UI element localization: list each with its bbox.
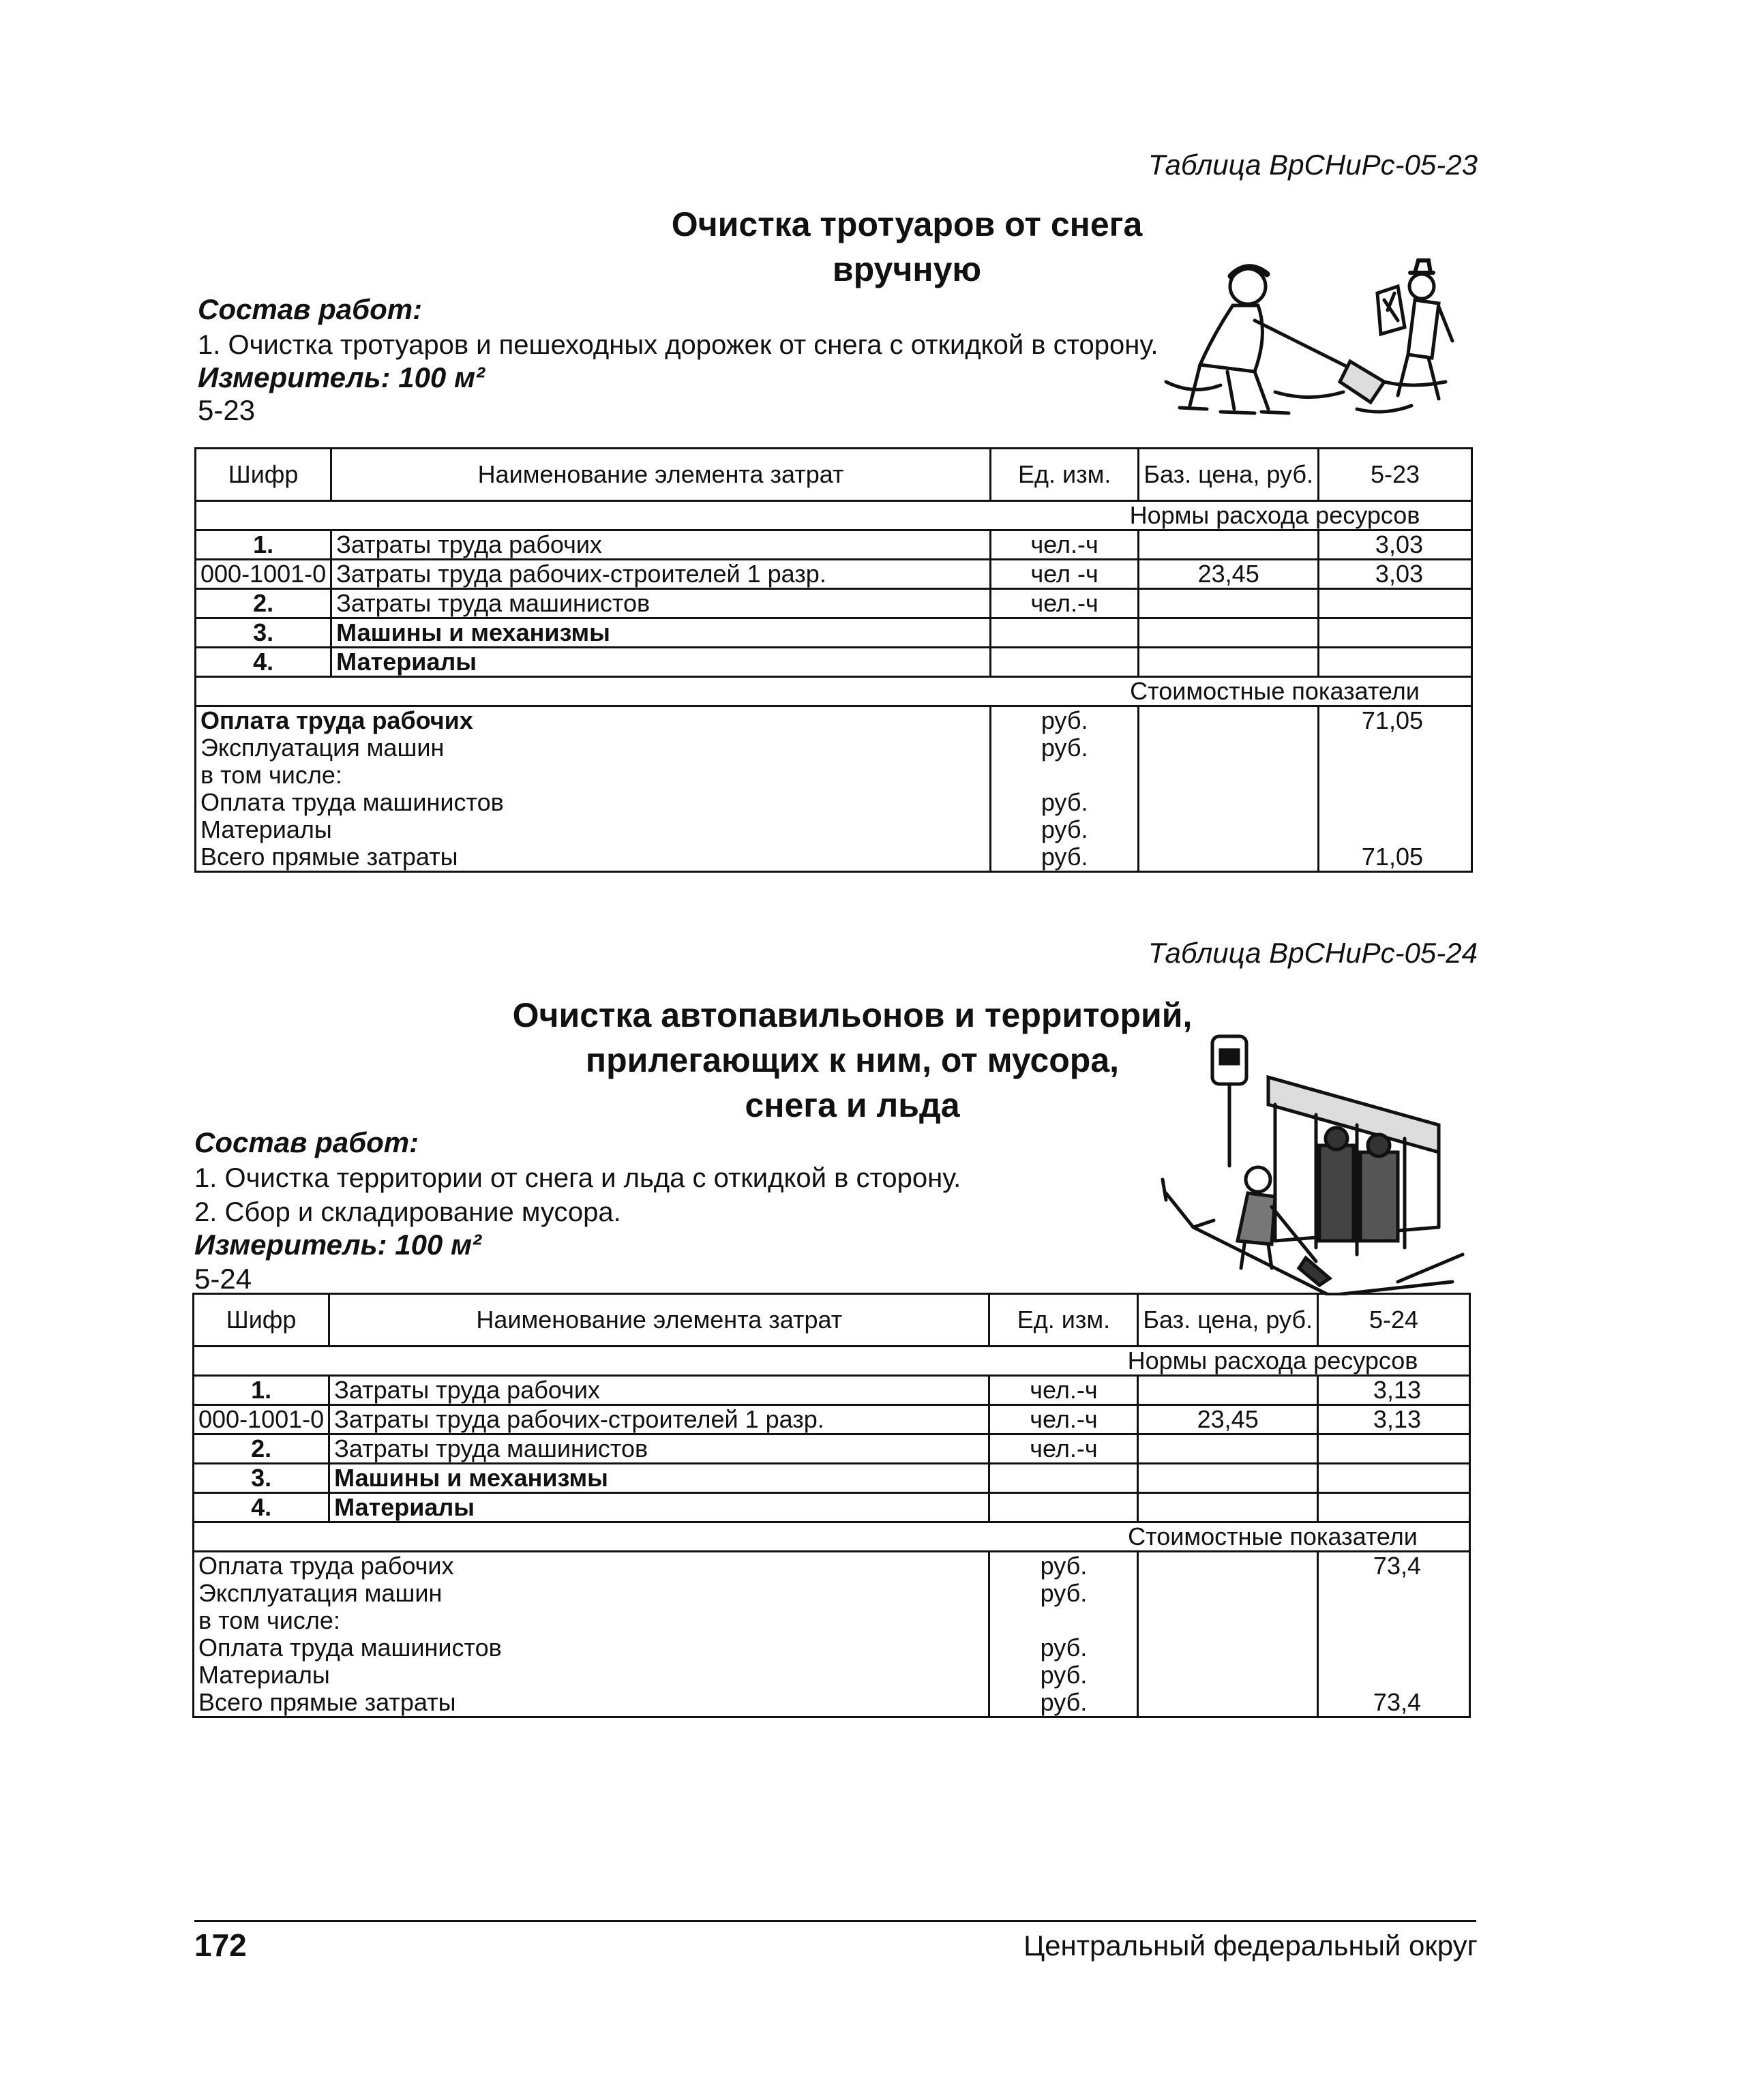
row-code: 1.: [196, 530, 331, 560]
row-name: Затраты труда рабочих: [331, 530, 991, 560]
row-name: Затраты труда рабочих-строителей 1 разр.: [331, 560, 991, 589]
header-price: Баз. цена, руб.: [1139, 449, 1319, 501]
row-name: Машины и механизмы: [329, 1464, 989, 1493]
cost-row: [194, 1607, 1470, 1634]
cost-row: [196, 762, 1472, 789]
measure-label: Измеритель: 100 м²: [194, 1229, 482, 1261]
row-unit: чел.-ч: [989, 1376, 1138, 1405]
row-unit: [990, 648, 1139, 677]
cost-price: [1139, 734, 1319, 762]
cost-price: [1139, 816, 1319, 843]
cost-name: в том числе:: [194, 1607, 989, 1634]
cost-value: [1317, 1607, 1469, 1634]
norm-code: 5-24: [194, 1263, 252, 1295]
cost-value: [1317, 1662, 1469, 1689]
cost-unit: руб.: [990, 734, 1139, 762]
row-unit: чел -ч: [990, 560, 1139, 589]
cost-name: Оплата труда машинистов: [196, 789, 991, 816]
row-code: 3.: [194, 1464, 329, 1493]
cost-band: Стоимостные показатели: [196, 677, 1472, 706]
cost-value: [1317, 1580, 1469, 1607]
table-header-row: [196, 449, 1472, 501]
row-value: [1317, 1434, 1469, 1464]
cost-price: [1138, 1607, 1318, 1634]
cost-name: Оплата труда машинистов: [194, 1634, 989, 1662]
cost-row: [196, 734, 1472, 762]
row-code: 000-1001-0: [196, 560, 331, 589]
table-row: [196, 530, 1472, 560]
table-row: [194, 1376, 1470, 1405]
table-row: [194, 1493, 1470, 1522]
header-name: Наименование элемента затрат: [331, 449, 991, 501]
footer-divider: [194, 1920, 1476, 1922]
row-price: [1138, 1434, 1318, 1464]
cost-price: [1139, 706, 1319, 735]
cost-value: [1318, 734, 1471, 762]
work-composition-label: Состав работ:: [198, 293, 423, 325]
row-name: Материалы: [331, 648, 991, 677]
cost-price: [1139, 789, 1319, 816]
row-value: 3,03: [1318, 530, 1471, 560]
cost-price: [1138, 1552, 1318, 1580]
cost-unit: руб.: [989, 1552, 1138, 1580]
norms-band-row: [196, 501, 1472, 530]
cost-band: Стоимостные показатели: [194, 1522, 1470, 1552]
cost-row: [194, 1580, 1470, 1607]
row-unit: [989, 1493, 1138, 1522]
row-price: 23,45: [1138, 1405, 1318, 1434]
row-unit: чел.-ч: [990, 530, 1139, 560]
work-item: 1. Очистка тротуаров и пешеходных дорожек от снега с откидкой в сторону.: [198, 330, 1158, 360]
row-value: 3,03: [1318, 560, 1471, 589]
cost-row: [196, 789, 1472, 816]
cost-row: [194, 1689, 1470, 1717]
cost-unit: руб.: [989, 1662, 1138, 1689]
cost-value: [1318, 816, 1471, 843]
row-unit: [990, 618, 1139, 648]
row-code: 000-1001-0: [194, 1405, 329, 1434]
cost-unit: [990, 762, 1139, 789]
cost-name: Всего прямые затраты: [194, 1689, 989, 1717]
footer-region: Центральный федеральный округ: [1023, 1929, 1478, 1962]
cost-name: в том числе:: [196, 762, 991, 789]
cost-price: [1139, 843, 1319, 872]
cost-value: 71,05: [1318, 706, 1471, 735]
work-composition-label: Состав работ:: [194, 1126, 419, 1158]
cost-unit: руб.: [990, 843, 1139, 872]
row-unit: чел.-ч: [989, 1434, 1138, 1464]
header-unit: Ед. изм.: [989, 1294, 1138, 1347]
cost-name: Материалы: [196, 816, 991, 843]
title-line: Очистка автопавильонов и территорий,: [512, 996, 1193, 1034]
table-row: [194, 1434, 1470, 1464]
cost-band-row: [194, 1522, 1470, 1552]
header-value: 5-24: [1317, 1294, 1469, 1347]
row-price: 23,45: [1139, 560, 1319, 589]
norm-code: 5-23: [198, 394, 256, 426]
cost-unit: руб.: [989, 1580, 1138, 1607]
cost-unit: руб.: [989, 1634, 1138, 1662]
row-code: 2.: [196, 589, 331, 618]
row-price: [1138, 1493, 1318, 1522]
row-name: Затраты труда машинистов: [331, 589, 991, 618]
title-line: снега и льда: [745, 1086, 960, 1124]
table-row: [196, 618, 1472, 648]
row-price: [1138, 1376, 1318, 1405]
cost-value: [1317, 1634, 1469, 1662]
row-unit: чел.-ч: [989, 1405, 1138, 1434]
row-name: Затраты труда рабочих: [329, 1376, 989, 1405]
snow-shoveling-worker-illustration: [1152, 245, 1459, 423]
row-name: Затраты труда машинистов: [329, 1434, 989, 1464]
cost-value: 73,4: [1317, 1552, 1469, 1580]
table-row: [196, 589, 1472, 618]
row-value: 3,13: [1317, 1405, 1469, 1434]
cost-price: [1138, 1580, 1318, 1607]
cost-price: [1138, 1689, 1318, 1717]
resource-table: [194, 447, 1473, 873]
table-header-row: [194, 1294, 1470, 1347]
header-price: Баз. цена, руб.: [1138, 1294, 1318, 1347]
cost-row: [194, 1552, 1470, 1580]
header-code: Шифр: [194, 1294, 329, 1347]
header-name: Наименование элемента затрат: [329, 1294, 989, 1347]
table-row: [194, 1464, 1470, 1493]
cost-price: [1138, 1662, 1318, 1689]
row-value: [1317, 1464, 1469, 1493]
row-code: 3.: [196, 618, 331, 648]
cost-row: [194, 1634, 1470, 1662]
title-line: вручную: [832, 250, 982, 288]
row-code: 4.: [196, 648, 331, 677]
cost-price: [1138, 1634, 1318, 1662]
row-price: [1139, 648, 1319, 677]
resource-table: [192, 1293, 1471, 1718]
cost-value: 73,4: [1317, 1689, 1469, 1717]
row-unit: чел.-ч: [990, 589, 1139, 618]
row-price: [1139, 589, 1319, 618]
cost-row: [196, 816, 1472, 843]
cost-value: [1318, 789, 1471, 816]
norms-band-row: [194, 1347, 1470, 1376]
cost-row: [194, 1662, 1470, 1689]
cost-name: Эксплуатация машин: [196, 734, 991, 762]
header-unit: Ед. изм.: [990, 449, 1139, 501]
cost-price: [1139, 762, 1319, 789]
measure-label: Измеритель: 100 м²: [198, 361, 485, 393]
row-code: 2.: [194, 1434, 329, 1464]
cost-unit: [989, 1607, 1138, 1634]
cost-name: Всего прямые затраты: [196, 843, 991, 872]
table-row: [194, 1405, 1470, 1434]
cost-row: [196, 706, 1472, 735]
row-name: Материалы: [329, 1493, 989, 1522]
row-name: Машины и механизмы: [331, 618, 991, 648]
row-price: [1139, 618, 1319, 648]
row-value: [1318, 648, 1471, 677]
row-value: [1318, 618, 1471, 648]
title-line: Очистка тротуаров от снега: [671, 205, 1143, 243]
cost-unit: руб.: [989, 1689, 1138, 1717]
cost-row: [196, 843, 1472, 872]
cost-band-row: [196, 677, 1472, 706]
row-name: Затраты труда рабочих-строителей 1 разр.: [329, 1405, 989, 1434]
row-code: 4.: [194, 1493, 329, 1522]
norms-band: Нормы расхода ресурсов: [194, 1347, 1470, 1376]
header-value: 5-23: [1318, 449, 1471, 501]
bus-stop-cleaning-illustration: [1152, 1023, 1473, 1295]
work-item: 2. Сбор и складирование мусора.: [194, 1197, 621, 1227]
title-line: прилегающих к ним, от мусора,: [585, 1041, 1120, 1079]
table-row: [196, 648, 1472, 677]
table-row: [196, 560, 1472, 589]
work-item: 1. Очистка территории от снега и льда с откидкой в сторону.: [194, 1163, 961, 1193]
row-value: [1318, 589, 1471, 618]
cost-name: Материалы: [194, 1662, 989, 1689]
table-reference: Таблица ВрСНиРс-05-23: [1148, 149, 1478, 181]
row-value: 3,13: [1317, 1376, 1469, 1405]
cost-unit: руб.: [990, 706, 1139, 735]
row-price: [1138, 1464, 1318, 1493]
cost-value: 71,05: [1318, 843, 1471, 872]
header-code: Шифр: [196, 449, 331, 501]
cost-name: Оплата труда рабочих: [196, 706, 991, 735]
row-price: [1139, 530, 1319, 560]
row-code: 1.: [194, 1376, 329, 1405]
cost-name: Оплата труда рабочих: [194, 1552, 989, 1580]
cost-unit: руб.: [990, 789, 1139, 816]
cost-value: [1318, 762, 1471, 789]
row-unit: [989, 1464, 1138, 1493]
row-value: [1317, 1493, 1469, 1522]
cost-name: Эксплуатация машин: [194, 1580, 989, 1607]
cost-unit: руб.: [990, 816, 1139, 843]
norms-band: Нормы расхода ресурсов: [196, 501, 1472, 530]
table-reference: Таблица ВрСНиРс-05-24: [1148, 937, 1478, 969]
page-number: 172: [194, 1927, 247, 1963]
